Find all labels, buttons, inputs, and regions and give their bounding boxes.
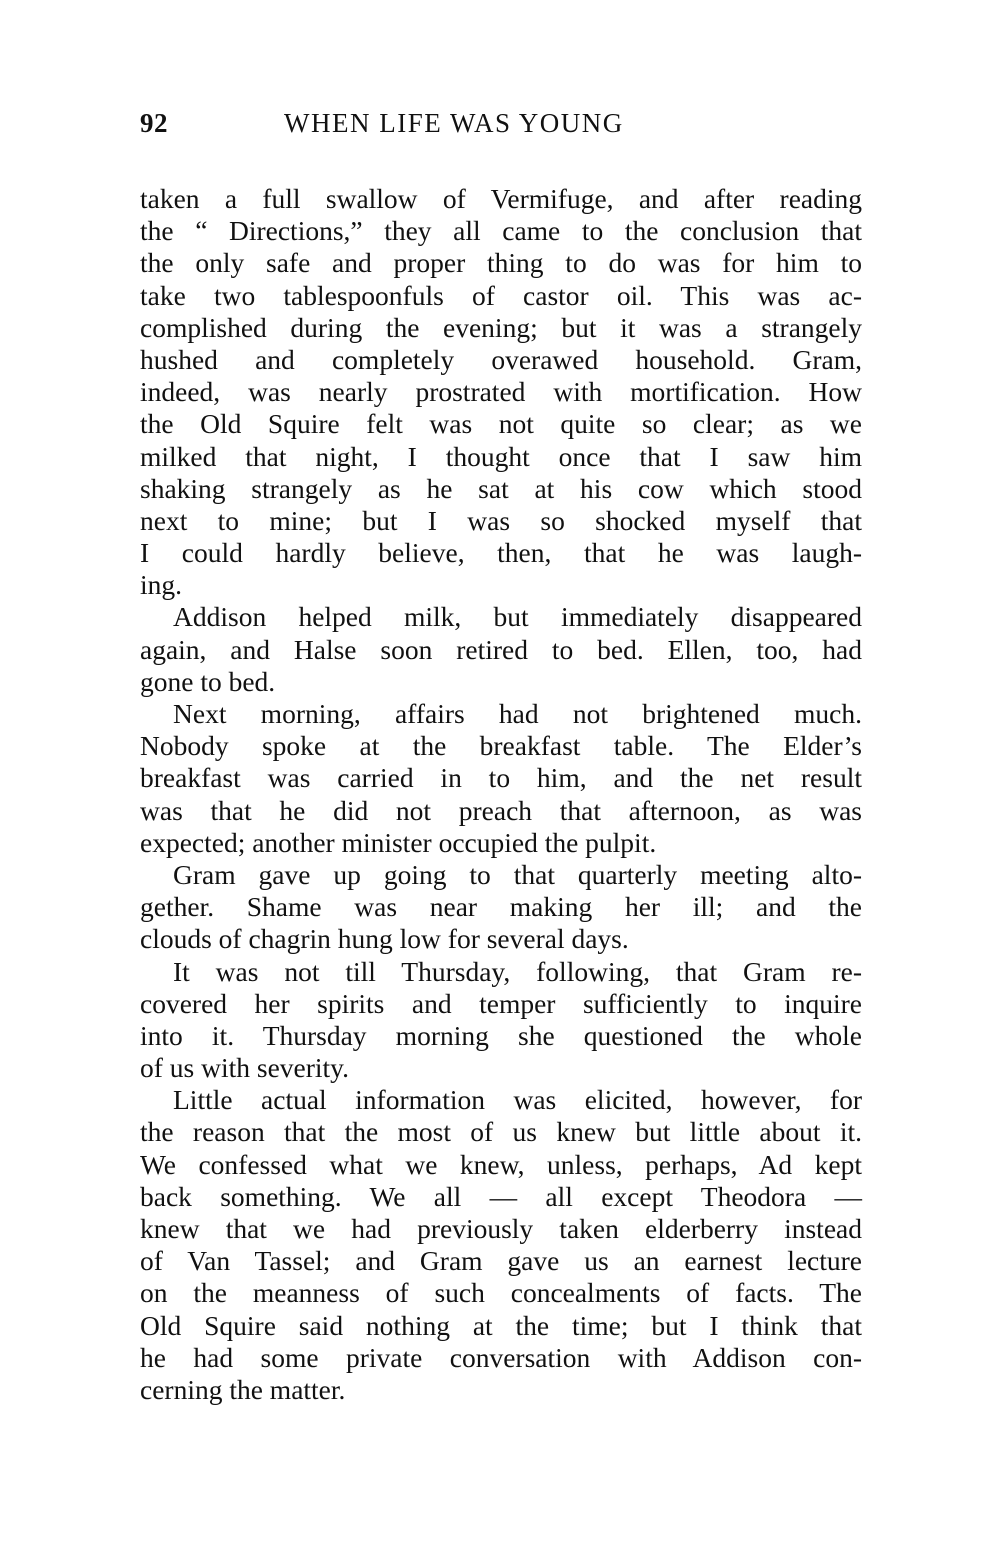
paragraph: [140, 601, 862, 698]
text-line: covered her spirits and temper sufficiently to inquire: [140, 987, 862, 1019]
text-line: We confessed what we knew, unless, perhaps, Ad kept: [140, 1148, 862, 1180]
text-line: expected; another minister occupied the pulpit.: [140, 826, 657, 858]
text-line: Gram gave up going to that quarterly meeting alto-: [173, 858, 862, 890]
text-line: on the meanness of such concealments of facts. The: [140, 1277, 862, 1309]
text-line: the “ Directions,” they all came to the conclusion that: [140, 215, 862, 247]
text-line: Next morning, affairs had not brightened much.: [173, 698, 862, 729]
text-line: knew that we had previously taken elderberry instead: [140, 1213, 862, 1244]
text-line: was that he did not preach that afternoon, as was: [140, 794, 862, 826]
text-line: the Old Squire felt was not quite so clear; as we: [140, 408, 862, 440]
text-line: the only safe and proper thing to do was for him to: [140, 247, 862, 279]
text-line: again, and Halse soon retired to bed. Ellen, too, had: [140, 633, 862, 665]
text-line: next to mine; but I was so shocked myself that: [140, 504, 862, 536]
paragraph: [140, 1084, 862, 1406]
text-line: breakfast was carried in to him, and the net result: [140, 762, 862, 794]
text-line: gether. Shame was near making her ill; and the: [140, 891, 862, 923]
text-line: Old Squire said nothing at the time; but I think that: [140, 1309, 862, 1341]
running-head: [140, 108, 720, 148]
text-line: into it. Thursday morning she questioned the whole: [140, 1019, 862, 1051]
text-line: of us with severity.: [140, 1052, 350, 1084]
text-line: ing.: [140, 569, 183, 601]
text-line: Little actual information was elicited, however, for: [173, 1084, 862, 1116]
text-line: complished during the evening; but it was a strangely: [140, 311, 862, 343]
text-line: shaking strangely as he sat at his cow which stood: [140, 472, 862, 504]
text-line: cerning the matter.: [140, 1373, 346, 1405]
text-line: hushed and completely overawed household. Gram,: [140, 343, 862, 375]
text-line: milked that night, I thought once that I saw him: [140, 440, 862, 472]
paragraph: [140, 956, 862, 1085]
text-line: gone to bed.: [140, 665, 276, 697]
text-line: Nobody spoke at the breakfast table. The Elder’s: [140, 730, 862, 762]
text-line: indeed, was nearly prostrated with mortification. How: [140, 376, 862, 408]
paragraph: [140, 183, 862, 601]
text-line: clouds of chagrin hung low for several days.: [140, 923, 629, 955]
text-line: of Van Tassel; and Gram gave us an earnest lecture: [140, 1245, 862, 1277]
paragraph: [140, 698, 862, 859]
text-line: back something. We all — all except Theodora —: [140, 1180, 862, 1212]
text-line: take two tablespoonfuls of castor oil. This was ac-: [140, 279, 862, 311]
text-line: I could hardly believe, then, that he was laugh-: [140, 537, 862, 569]
text-line: he had some private conversation with Addison con-: [140, 1341, 862, 1373]
paragraph: [140, 859, 862, 956]
body-text: [140, 183, 862, 1406]
book-title: WHEN LIFE WAS YOUNG: [284, 108, 624, 138]
text-line: It was not till Thursday, following, that Gram re-: [173, 955, 862, 987]
text-line: taken a full swallow of Vermifuge, and after reading: [140, 183, 862, 214]
text-line: Addison helped milk, but immediately disappeared: [173, 601, 862, 633]
text-line: the reason that the most of us knew but little about it.: [140, 1116, 862, 1148]
page-number: 92: [140, 108, 168, 138]
